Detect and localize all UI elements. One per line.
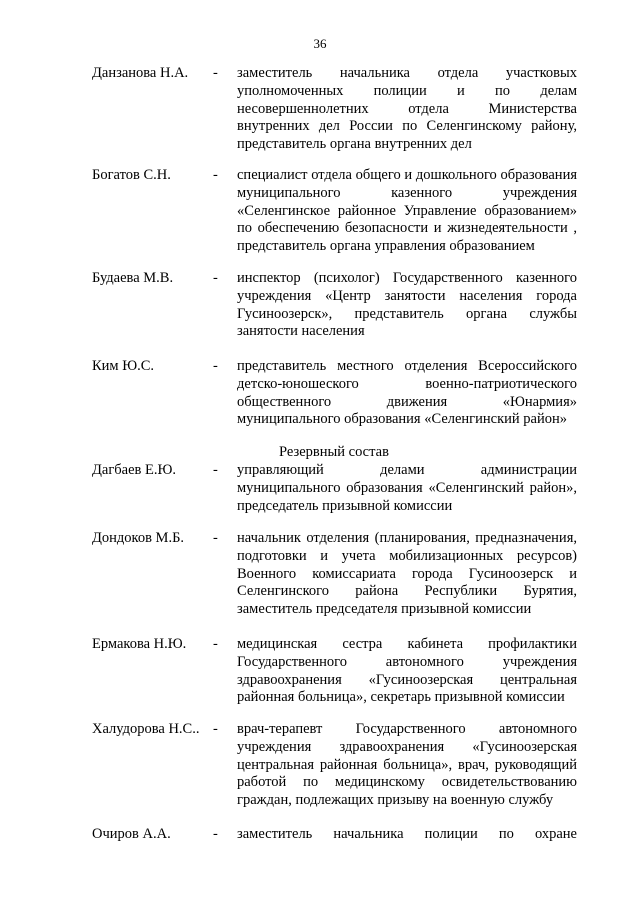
member-description: заместитель начальника отдела участковых уполномоченных полиции и по делам несовершеннолетних отдела Министерства внутренних дел России по Селенгинскому району, представитель органа внутренних дел [237, 65, 577, 153]
member-name: Очиров А.А. [92, 826, 171, 842]
member-dash: - [213, 167, 218, 183]
member-name: Данзанова Н.А. [92, 65, 189, 81]
member-dash: - [213, 65, 218, 81]
member-description: специалист отдела общего и дошкольного образования муниципального казенного учреждения «Селенгинское районное Управление образованием» по обеспечению безопасности и жизнедеятельности , представитель органа управления образованием [237, 167, 577, 255]
member-name: Ермакова Н.Ю. [92, 636, 187, 652]
member-description: медицинская сестра кабинета профилактики Государственного автономного учреждения здравоохранения «Гусиноозерская центральная районная больница», секретарь призывной комиссии [237, 636, 577, 706]
member-dash: - [213, 530, 218, 546]
member-dash: - [213, 462, 218, 478]
member-dash: - [213, 826, 218, 842]
member-dash: - [213, 721, 218, 737]
member-name: Халудорова Н.С.. [92, 721, 200, 737]
member-name: Дагбаев Е.Ю. [92, 462, 177, 478]
member-name: Будаева М.В. [92, 270, 174, 286]
member-description: врач-терапевт Государственного автономного учреждения здравоохранения «Гусиноозерская центральная районная больница», врач, руководящий работой по медицинскому освидетельствованию граждан, подлежащих призыву на военную службу [237, 721, 577, 809]
member-name: Дондоков М.Б. [92, 530, 185, 546]
page-number: 36 [313, 36, 327, 51]
member-dash: - [213, 358, 218, 374]
member-description: управляющий делами администрации муниципального образования «Селенгинский район», председатель призывной комиссии [237, 462, 577, 514]
member-dash: - [213, 270, 218, 286]
member-description: инспектор (психолог) Государственного казенного учреждения «Центр занятости населения города Гусиноозерск», представитель органа службы занятости населения [237, 270, 577, 340]
member-description: представитель местного отделения Всероссийского детско-юношеского военно-патриотического общественного движения «Юнармия» муниципального образования «Селенгинский район» [237, 358, 577, 428]
member-name: Ким Ю.С. [92, 358, 155, 374]
member-description: начальник отделения (планирования, предназначения, подготовки и учета мобилизационных ресурсов) Военного комиссариата города Гусиноозерск и Селенгинского района Республики Бурятия, заместитель председателя призывной комиссии [237, 530, 577, 618]
reserve-heading: Резервный состав [279, 444, 389, 460]
member-name: Богатов С.Н. [92, 167, 171, 183]
member-dash: - [213, 636, 218, 652]
member-description: заместитель начальника полиции по охране [237, 826, 577, 842]
